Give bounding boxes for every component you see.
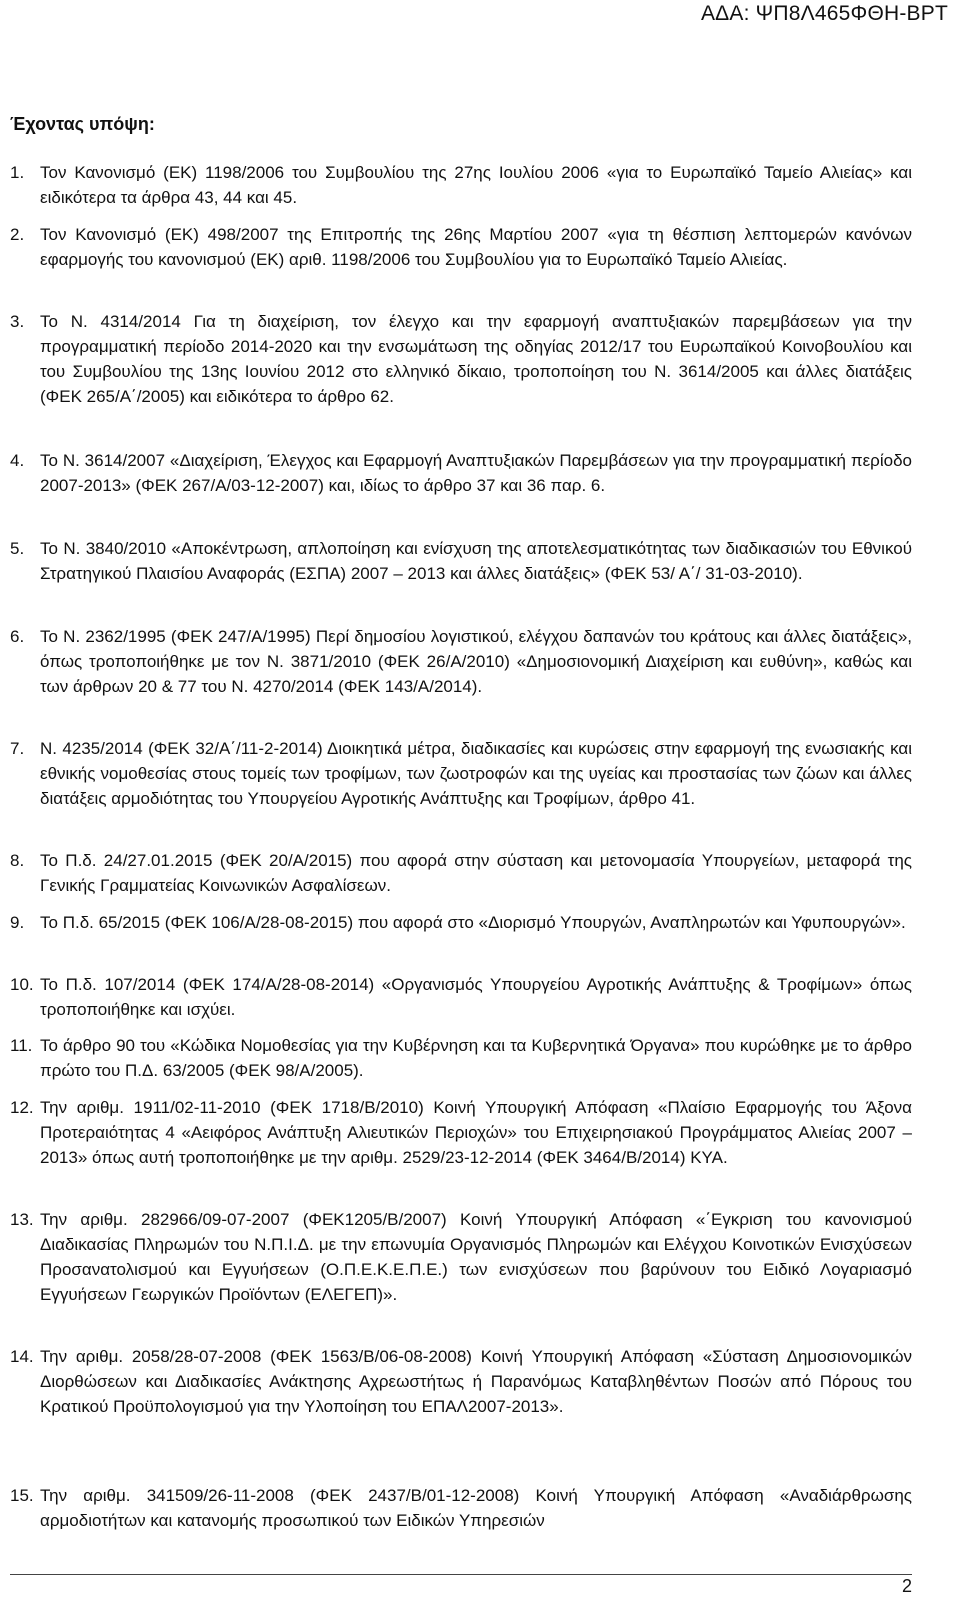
item-text: Την αριθμ. 1911/02-11-2010 (ΦΕΚ 1718/Β/2010) Κοινή Υπουργική Απόφαση «Πλαίσιο Εφαρμογής του Άξονα Προτεραιότητας 4 «Αειφόρος Ανάπτυξη Αλιευτικών Περιοχών» του Επιχειρησιακού Προγράμματος Αλιείας 2007 – 2013» όπως αυτή τροποποιήθηκε με την αριθμ. 2529/23-12-2014 (ΦΕΚ 3464/Β/2014) ΚΥΑ. <box>40 1098 912 1167</box>
item-text: Το άρθρο 90 του «Κώδικα Νομοθεσίας για την Κυβέρνηση και τα Κυβερνητικά Όργανα» που κυρώθηκε με το άρθρο πρώτο του Π.Δ. 63/2005 (ΦΕΚ 98/Α/2005). <box>40 1036 912 1080</box>
item-text: Την αριθμ. 282966/09-07-2007 (ΦΕΚ1205/Β/2007) Κοινή Υπουργική Απόφαση «΄Εγκριση του κανονισμού Διαδικασίας Πληρωμών του Ν.Π.Ι.Δ. με την επωνυμία Οργανισμός Πληρωμών και Ελέγχου Κοινοτικών Ενισχύσεων Προσανατολισμού και Εγγυήσεων (Ο.Π.Ε.Κ.Ε.Π.Ε.) των ενισχύσεων που βαρύνουν του Ειδικό Λογαριασμό Εγγυήσεων Γεωργικών Προϊόντων (ΕΛΕΓΕΠ)». <box>40 1210 912 1304</box>
item-text: Ν. 4235/2014 (ΦΕΚ 32/Α΄/11-2-2014) Διοικητικά μέτρα, διαδικασίες και κυρώσεις στην εφαρμογή της ενωσιακής και εθνικής νομοθεσίας στους τομείς των τροφίμων, των ζωοτροφών και της υγείας και προστασίας των ζώων και άλλες διατάξεις αρμοδιότητας του Υπουργείου Αγροτικής Ανάπτυξης και Τροφίμων, άρθρο 41. <box>40 739 912 808</box>
page-heading: Έχοντας υπόψη: <box>10 114 155 134</box>
page-number: 2 <box>901 1576 912 1596</box>
list-item <box>10 848 912 898</box>
item-text: Το Ν. 3840/2010 «Αποκέντρωση, απλοποίηση και ενίσχυση της αποτελεσματικότητας των διαδικασιών του Εθνικού Στρατηγικού Πλαισίου Αναφοράς (ΕΣΠΑ) 2007 – 2013 και άλλες διατάξεις» (ΦΕΚ 53/ Α΄/ 31-03-2010). <box>40 539 912 583</box>
list-item <box>10 160 912 210</box>
item-text: Το Π.δ. 24/27.01.2015 (ΦΕΚ 20/Α/2015) που αφορά στην σύσταση και μετονομασία Υπουργείων, μεταφορά της Γενικής Γραμματείας Κοινωνικών Ασφαλίσεων. <box>40 851 912 895</box>
item-text: Το Ν. 4314/2014 Για τη διαχείριση, τον έλεγχο και την εφαρμογή αναπτυξιακών παρεμβάσεων για την προγραμματική περίοδο 2014-2020 και την ενσωμάτωση της οδηγίας 2012/17 του Ευρωπαϊκού Κοινοβουλίου και του Συμβουλίου της 13ης Ιουνίου 2012 στο ελληνικό δίκαιο, τροποποίηση του Ν. 3614/2005 και άλλες διατάξεις (ΦΕΚ 265/Α΄/2005) και ειδικότερα το άρθρο 62. <box>40 312 912 406</box>
item-number: 5. <box>10 539 25 558</box>
item-number: 15. <box>10 1486 34 1505</box>
item-text: Την αριθμ. 341509/26-11-2008 (ΦΕΚ 2437/Β/01-12-2008) Κοινή Υπουργική Απόφαση «Αναδιάρθρωσης αρμοδιοτήτων και κατανομής προσωπικού των Ειδικών Υπηρεσιών <box>40 1486 912 1530</box>
item-number: 14. <box>10 1347 34 1366</box>
list-item <box>10 736 912 811</box>
item-number: 2. <box>10 225 25 244</box>
ada-code: ΑΔΑ: ΨΠ8Λ465ΦΘΗ-ΒΡΤ <box>700 2 948 25</box>
item-number: 9. <box>10 913 25 932</box>
item-number: 3. <box>10 312 25 331</box>
list-item <box>10 910 912 935</box>
list-item <box>10 536 912 586</box>
item-text: Το Π.δ. 107/2014 (ΦΕΚ 174/Α/28-08-2014) «Οργανισμός Υπουργείου Αγροτικής Ανάπτυξης & Τροφίμων» όπως τροποποιήθηκε και ισχύει. <box>40 975 912 1019</box>
list-item <box>10 1207 912 1307</box>
item-text: Τον Κανονισμό (ΕΚ) 498/2007 της Επιτροπής της 26ης Μαρτίου 2007 «για τη θέσπιση λεπτομερών κανόνων εφαρμογής του κανονισμού (ΕΚ) αριθ. 1198/2006 του Συμβουλίου για το Ευρωπαϊκό Ταμείο Αλιείας. <box>40 225 912 269</box>
item-number: 1. <box>10 163 25 182</box>
item-number: 6. <box>10 627 25 646</box>
item-number: 12. <box>10 1098 34 1117</box>
item-text: Το Ν. 3614/2007 «Διαχείριση, Έλεγχος και Εφαρμογή Αναπτυξιακών Παρεμβάσεων για την προγραμματική περίοδο 2007-2013» (ΦΕΚ 267/Α/03-12-2007) και, ιδίως το άρθρο 37 και 36 παρ. 6. <box>40 451 912 495</box>
item-text: Το Π.δ. 65/2015 (ΦΕΚ 106/Α/28-08-2015) που αφορά στο «Διορισμό Υπουργών, Αναπληρωτών και Υφυπουργών». <box>40 913 906 932</box>
item-text: Την αριθμ. 2058/28-07-2008 (ΦΕΚ 1563/Β/06-08-2008) Κοινή Υπουργική Απόφαση «Σύσταση Δημοσιονομικών Διορθώσεων και Διαδικασίες Ανάκτησης Αχρεωστήτως ή Παρανόμως Καταβληθέντων Ποσών από Πόρους του Κρατικού Προϋπολογισμού για την Υλοποίηση του ΕΠΑΛ2007-2013». <box>40 1347 912 1416</box>
list-item <box>10 309 912 409</box>
item-text: Το Ν. 2362/1995 (ΦΕΚ 247/Α/1995) Περί δημοσίου λογιστικού, ελέγχου δαπανών του κράτους και άλλες διατάξεις», όπως τροποποιήθηκε με τον Ν. 3871/2010 (ΦΕΚ 26/Α/2010) «Δημοσιονομική Διαχείριση και ευθύνη», καθώς και των άρθρων 20 & 77 του Ν. 4270/2014 (ΦΕΚ 143/Α/2014). <box>40 627 912 696</box>
list-item <box>10 1095 912 1170</box>
footer-divider <box>10 1574 912 1575</box>
list-item <box>10 972 912 1022</box>
list-item <box>10 1033 912 1083</box>
list-item <box>10 1344 912 1419</box>
list-item <box>10 1483 912 1533</box>
item-number: 11. <box>10 1036 33 1055</box>
item-number: 10. <box>10 975 34 994</box>
item-text: Τον Κανονισμό (ΕΚ) 1198/2006 του Συμβουλίου της 27ης Ιουλίου 2006 «για το Ευρωπαϊκό Ταμείο Αλιείας» και ειδικότερα τα άρθρα 43, 44 και 45. <box>40 163 912 207</box>
list-item <box>10 624 912 699</box>
item-number: 8. <box>10 851 25 870</box>
item-number: 7. <box>10 739 25 758</box>
list-item <box>10 222 912 272</box>
item-number: 4. <box>10 451 25 470</box>
list-item <box>10 448 912 498</box>
item-number: 13. <box>10 1210 34 1229</box>
